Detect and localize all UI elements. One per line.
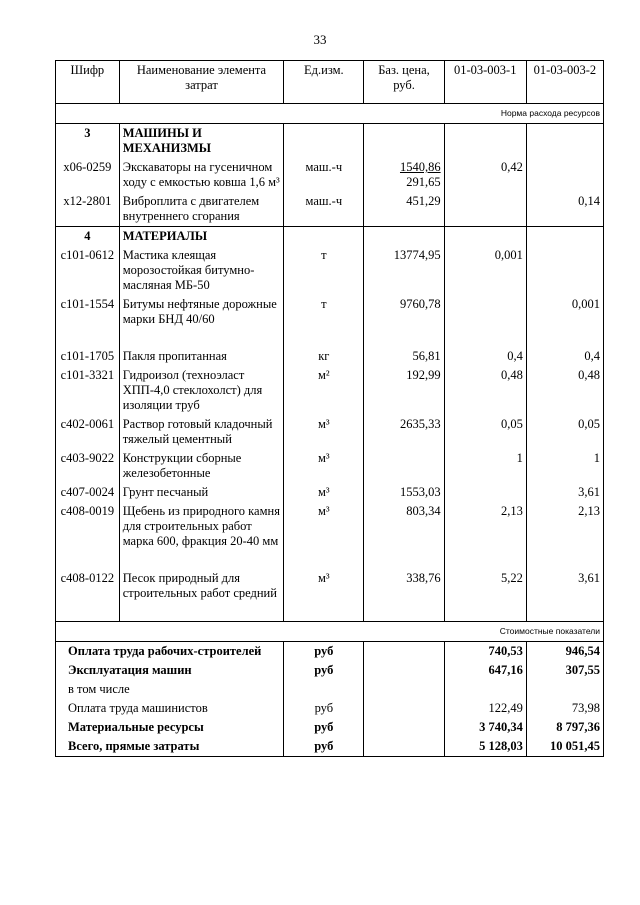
summary-label: Материальные ресурсы <box>56 718 284 737</box>
summary-row <box>56 718 604 737</box>
page-number: 33 <box>313 32 327 47</box>
resource-code: с101-3321 <box>56 366 120 415</box>
norm-value-1: 0,001 <box>444 246 526 295</box>
section-number: 4 <box>56 227 120 247</box>
empty-cell <box>364 718 444 737</box>
resource-price <box>364 158 444 192</box>
summary-unit: руб <box>284 737 364 757</box>
empty-cell <box>119 603 284 622</box>
norm-value-2: 0,48 <box>526 366 603 415</box>
resource-code: х06-0259 <box>56 158 120 192</box>
resource-price <box>364 502 444 551</box>
empty-cell <box>364 661 444 680</box>
empty-cell <box>364 329 444 347</box>
empty-cell <box>364 124 444 159</box>
price-value: 803,34 <box>406 504 441 518</box>
summary-value-1: 740,53 <box>444 642 526 662</box>
header-price: Баз. цена, руб. <box>364 61 444 104</box>
price-value: 2635,33 <box>399 417 441 431</box>
header-col2: 01-03-003-2 <box>526 61 603 104</box>
summary-unit: руб <box>284 718 364 737</box>
summary-value-2 <box>526 680 603 699</box>
summary-unit <box>284 680 364 699</box>
norm-value-1: 2,13 <box>444 502 526 551</box>
summary-value-2: 73,98 <box>526 699 603 718</box>
resource-unit: м³ <box>284 502 364 551</box>
summary-value-2: 307,55 <box>526 661 603 680</box>
summary-value-1: 122,49 <box>444 699 526 718</box>
norm-value-1: 0,48 <box>444 366 526 415</box>
summary-unit: руб <box>284 642 364 662</box>
resource-code: с101-0612 <box>56 246 120 295</box>
resource-price <box>364 366 444 415</box>
summary-label: в том числе <box>56 680 284 699</box>
price-value: 13774,95 <box>393 248 441 262</box>
price-value: 9760,78 <box>399 297 441 311</box>
empty-cell <box>284 124 364 159</box>
cost-row <box>56 622 604 642</box>
resource-code: с403-9022 <box>56 449 120 483</box>
summary-label: Всего, прямые затраты <box>56 737 284 757</box>
spacer-row <box>56 603 604 622</box>
resource-price <box>364 192 444 227</box>
empty-cell <box>444 124 526 159</box>
resource-unit: маш.-ч <box>284 192 364 227</box>
resource-name: Битумы нефтяные дорожные марки БНД 40/60 <box>119 295 284 329</box>
resource-name: Гидроизол (техноэласт ХПП-4,0 стеклохолст) для изоляции труб <box>119 366 284 415</box>
price-value: 56,81 <box>412 349 441 363</box>
resource-name: Пакля пропитанная <box>119 347 284 366</box>
empty-cell <box>444 603 526 622</box>
empty-cell <box>364 680 444 699</box>
empty-cell <box>119 329 284 347</box>
table-row <box>56 192 604 227</box>
norm-value-1 <box>444 483 526 502</box>
empty-cell <box>444 551 526 569</box>
empty-cell <box>364 642 444 662</box>
summary-row <box>56 737 604 757</box>
norm-value-1 <box>444 192 526 227</box>
summary-row <box>56 642 604 662</box>
empty-cell <box>364 737 444 757</box>
empty-cell <box>526 227 603 247</box>
empty-cell <box>119 551 284 569</box>
resource-name: Экскаваторы на гусеничном ходу с емкостью ковша 1,6 м³ <box>119 158 284 192</box>
section-header-row <box>56 124 604 159</box>
table-row <box>56 295 604 329</box>
resource-code: с101-1554 <box>56 295 120 329</box>
norm-value-1: 0,4 <box>444 347 526 366</box>
table-row <box>56 347 604 366</box>
norm-row <box>56 104 604 124</box>
table-row <box>56 246 604 295</box>
section-title: МАТЕРИАЛЫ <box>119 227 284 247</box>
summary-row <box>56 661 604 680</box>
norm-value-2: 1 <box>526 449 603 483</box>
empty-cell <box>56 551 120 569</box>
price-value: 1540,86 <box>399 160 441 174</box>
section-number: 3 <box>56 124 120 159</box>
resource-code: с402-0061 <box>56 415 120 449</box>
summary-value-1: 5 128,03 <box>444 737 526 757</box>
resource-name: Щебень из природного камня для строительных работ марка 600, фракция 20-40 мм <box>119 502 284 551</box>
header-unit: Ед.изм. <box>284 61 364 104</box>
summary-label: Оплата труда рабочих-строителей <box>56 642 284 662</box>
resource-unit: м² <box>284 366 364 415</box>
norm-value-2 <box>526 246 603 295</box>
empty-cell <box>444 227 526 247</box>
resource-name: Раствор готовый кладочный тяжелый цементный <box>119 415 284 449</box>
norm-value-1: 0,05 <box>444 415 526 449</box>
resource-code: х12-2801 <box>56 192 120 227</box>
resource-code: с408-0019 <box>56 502 120 551</box>
empty-cell <box>364 227 444 247</box>
norm-value-1: 1 <box>444 449 526 483</box>
empty-cell <box>364 551 444 569</box>
norm-value-2: 3,61 <box>526 483 603 502</box>
table-row <box>56 366 604 415</box>
header-code: Шифр <box>56 61 120 104</box>
price-value: 451,29 <box>406 194 441 208</box>
resource-code: с101-1705 <box>56 347 120 366</box>
resource-price <box>364 295 444 329</box>
table-row <box>56 502 604 551</box>
resource-unit: м³ <box>284 449 364 483</box>
resource-unit: м³ <box>284 569 364 603</box>
resource-unit: кг <box>284 347 364 366</box>
summary-unit: руб <box>284 661 364 680</box>
table-row <box>56 483 604 502</box>
summary-value-2: 8 797,36 <box>526 718 603 737</box>
norm-value-2: 2,13 <box>526 502 603 551</box>
resource-price <box>364 483 444 502</box>
resource-name: Виброплита с двигателем внутреннего сгорания <box>119 192 284 227</box>
empty-cell <box>284 603 364 622</box>
norm-value-1: 0,42 <box>444 158 526 192</box>
resource-table <box>55 60 604 757</box>
cost-label: Стоимостные показатели <box>56 622 604 642</box>
empty-cell <box>526 551 603 569</box>
resource-price <box>364 449 444 483</box>
resource-price <box>364 415 444 449</box>
summary-label: Оплата труда машинистов <box>56 699 284 718</box>
price-value: 192,99 <box>406 368 441 382</box>
empty-cell <box>56 603 120 622</box>
spacer-row <box>56 551 604 569</box>
spacer-row <box>56 329 604 347</box>
table-row <box>56 449 604 483</box>
resource-unit: маш.-ч <box>284 158 364 192</box>
resource-name: Мастика клеящая морозостойкая битумно-масляная МБ-50 <box>119 246 284 295</box>
empty-cell <box>444 329 526 347</box>
empty-cell <box>526 124 603 159</box>
resource-price <box>364 347 444 366</box>
norm-value-2: 0,001 <box>526 295 603 329</box>
summary-value-1: 647,16 <box>444 661 526 680</box>
section-header-row <box>56 227 604 247</box>
norm-label: Норма расхода ресурсов <box>56 104 604 124</box>
empty-cell <box>364 603 444 622</box>
resource-unit: т <box>284 295 364 329</box>
summary-unit: руб <box>284 699 364 718</box>
resource-price <box>364 569 444 603</box>
resource-name: Песок природный для строительных работ средний <box>119 569 284 603</box>
empty-cell <box>284 227 364 247</box>
resource-unit: м³ <box>284 415 364 449</box>
header-col1: 01-03-003-1 <box>444 61 526 104</box>
summary-value-1 <box>444 680 526 699</box>
header-name: Наименование элемента затрат <box>119 61 284 104</box>
empty-cell <box>364 699 444 718</box>
norm-value-2: 0,05 <box>526 415 603 449</box>
summary-value-1: 3 740,34 <box>444 718 526 737</box>
resource-name: Конструкции сборные железобетонные <box>119 449 284 483</box>
price-value: 338,76 <box>406 571 441 585</box>
table-row <box>56 569 604 603</box>
resource-unit: м³ <box>284 483 364 502</box>
resource-price <box>364 246 444 295</box>
summary-value-2: 10 051,45 <box>526 737 603 757</box>
resource-unit: т <box>284 246 364 295</box>
empty-cell <box>284 551 364 569</box>
empty-cell <box>526 603 603 622</box>
empty-cell <box>526 329 603 347</box>
section-title: МАШИНЫ И МЕХАНИЗМЫ <box>119 124 284 159</box>
summary-row <box>56 680 604 699</box>
summary-label: Эксплуатация машин <box>56 661 284 680</box>
table-row <box>56 415 604 449</box>
table-header <box>56 61 604 104</box>
empty-cell <box>56 329 120 347</box>
norm-value-2: 0,4 <box>526 347 603 366</box>
summary-row <box>56 699 604 718</box>
norm-value-1 <box>444 295 526 329</box>
norm-value-2: 3,61 <box>526 569 603 603</box>
empty-cell <box>284 329 364 347</box>
norm-value-1: 5,22 <box>444 569 526 603</box>
norm-value-2 <box>526 158 603 192</box>
table-row <box>56 158 604 192</box>
resource-name: Грунт песчаный <box>119 483 284 502</box>
price-value: 1553,03 <box>399 485 441 499</box>
summary-value-2: 946,54 <box>526 642 603 662</box>
resource-code: с408-0122 <box>56 569 120 603</box>
resource-code: с407-0024 <box>56 483 120 502</box>
price-value-secondary: 291,65 <box>406 175 441 189</box>
norm-value-2: 0,14 <box>526 192 603 227</box>
